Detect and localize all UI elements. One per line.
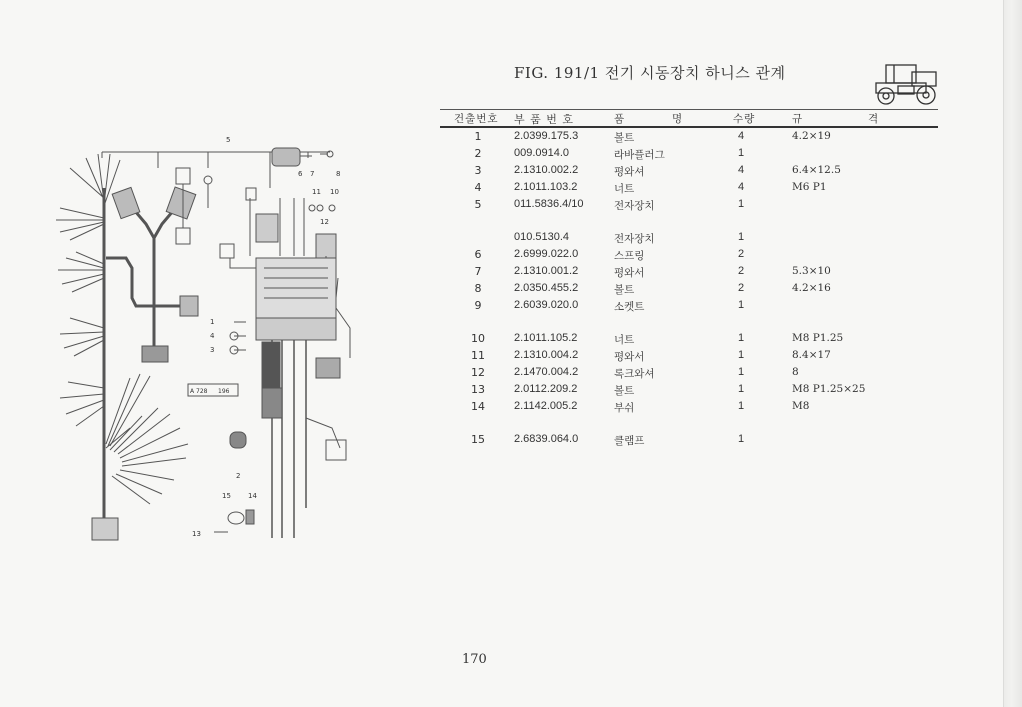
header-part: 부 품 번 호	[514, 113, 574, 126]
row-spec: 4.2×19	[792, 130, 831, 142]
row-part-name: 볼트	[614, 284, 635, 296]
row-no: 5	[474, 198, 482, 211]
callout-5: 5	[226, 136, 231, 144]
row-part-name: 스프링	[614, 250, 645, 262]
row-no: 14	[471, 400, 485, 413]
table-row	[440, 383, 938, 399]
table-row	[440, 198, 938, 214]
header-name-b: 명	[672, 113, 684, 125]
row-quantity: 2	[738, 265, 745, 277]
page-number: 170	[462, 652, 487, 667]
row-part-number: 2.6039.020.0	[514, 299, 579, 311]
header-qty: 수량	[733, 113, 756, 125]
row-part-number: 010.5130.4	[514, 231, 570, 243]
diagram-tag-b: 196	[218, 388, 230, 395]
row-no: 7	[474, 265, 482, 278]
table-row	[440, 282, 938, 298]
row-part-number: 2.1011.105.2	[514, 332, 578, 344]
row-quantity: 1	[738, 400, 745, 412]
callout-1: 1	[210, 318, 215, 326]
row-quantity: 1	[738, 231, 745, 243]
table-row	[440, 299, 938, 315]
table-row	[440, 400, 938, 416]
table-row	[440, 147, 938, 163]
wiring-harness-diagram	[50, 128, 360, 548]
row-quantity: 1	[738, 332, 745, 344]
callout-7: 7	[310, 170, 315, 178]
row-part-name: 볼트	[614, 385, 635, 397]
row-part-name: 클램프	[614, 435, 645, 447]
row-part-number: 2.0399.175.3	[514, 130, 579, 142]
row-no: 12	[471, 366, 485, 379]
row-no: 15	[471, 433, 485, 446]
row-part-number: 2.6839.064.0	[514, 433, 579, 445]
header-spec-b: 격	[868, 113, 880, 125]
row-quantity: 1	[738, 349, 745, 361]
row-quantity: 4	[738, 130, 745, 142]
page-edge	[1003, 0, 1022, 707]
row-spec: 8	[792, 366, 799, 378]
row-part-number: 2.0350.455.2	[514, 282, 579, 294]
row-no: 2	[474, 147, 482, 160]
row-part-number: 2.6999.022.0	[514, 248, 579, 260]
row-part-name: 전자장치	[614, 200, 655, 212]
row-part-number: 2.1310.001.2	[514, 265, 579, 277]
table-row	[440, 181, 938, 197]
row-spec: M8 P1.25×25	[792, 383, 866, 395]
callout-13: 13	[192, 530, 201, 538]
row-spec: 4.2×16	[792, 282, 831, 294]
row-spec: M6 P1	[792, 181, 827, 193]
row-no: 11	[471, 349, 485, 362]
row-part-name: 부쉬	[614, 402, 635, 414]
row-quantity: 1	[738, 198, 745, 210]
row-no: 6	[474, 248, 482, 261]
table-row	[440, 231, 938, 247]
row-part-name: 너트	[614, 183, 635, 195]
row-part-number: 2.1470.004.2	[514, 366, 579, 378]
row-part-name: 평와서	[614, 351, 645, 363]
row-quantity: 1	[738, 433, 745, 445]
row-quantity: 2	[738, 282, 745, 294]
table-row	[440, 248, 938, 264]
row-quantity: 4	[738, 181, 745, 193]
table-header-rule	[440, 126, 938, 128]
callout-15: 15	[222, 492, 231, 500]
row-spec: 6.4×12.5	[792, 164, 841, 176]
row-part-name: 평와서	[614, 267, 645, 279]
figure-title: FIG. 191/1 전기 시동장치 하니스 관계	[514, 64, 786, 82]
row-part-name: 볼트	[614, 132, 635, 144]
callout-8: 8	[336, 170, 341, 178]
table-row	[440, 349, 938, 365]
row-quantity: 2	[738, 248, 745, 260]
row-part-name: 소켓트	[614, 301, 645, 313]
row-part-name: 라바플러그	[614, 149, 665, 161]
callout-2: 2	[236, 472, 241, 480]
row-no: 4	[474, 181, 482, 194]
row-part-number: 2.1310.002.2	[514, 164, 579, 176]
row-no: 13	[471, 383, 485, 396]
table-row	[440, 433, 938, 449]
row-quantity: 1	[738, 147, 745, 159]
header-spec-a: 규	[792, 113, 804, 125]
header-name-a: 품	[614, 113, 626, 125]
row-quantity: 4	[738, 164, 745, 176]
row-part-number: 011.5836.4/10	[514, 198, 584, 210]
row-part-name: 평와셔	[614, 166, 645, 178]
callout-11: 11	[312, 188, 321, 196]
row-spec: M8 P1.25	[792, 332, 844, 344]
table-row	[440, 332, 938, 348]
row-part-name: 록크와셔	[614, 368, 655, 380]
row-spec: 8.4×17	[792, 349, 831, 361]
row-no: 8	[474, 282, 482, 295]
diagram-tag-a: A 728	[190, 388, 208, 395]
callout-12: 12	[320, 218, 329, 226]
header-no: 건출번호	[454, 113, 499, 125]
row-part-name: 너트	[614, 334, 635, 346]
table-top-rule	[440, 109, 938, 110]
callout-3: 3	[210, 346, 215, 354]
row-quantity: 1	[738, 383, 745, 395]
row-part-name: 전자장치	[614, 233, 655, 245]
row-part-number: 2.1310.004.2	[514, 349, 579, 361]
table-row	[440, 366, 938, 382]
row-part-number: 2.0112.209.2	[514, 383, 578, 395]
row-quantity: 1	[738, 299, 745, 311]
callout-10: 10	[330, 188, 339, 196]
row-no: 9	[474, 299, 482, 312]
row-no: 10	[471, 332, 485, 345]
tractor-icon	[872, 62, 942, 106]
table-row	[440, 164, 938, 180]
row-spec: M8	[792, 400, 810, 412]
row-part-number: 2.1011.103.2	[514, 181, 578, 193]
table-row	[440, 265, 938, 281]
row-no: 3	[474, 164, 482, 177]
callout-6: 6	[298, 170, 303, 178]
row-quantity: 1	[738, 366, 745, 378]
row-part-number: 009.0914.0	[514, 147, 570, 159]
row-part-number: 2.1142.005.2	[514, 400, 578, 412]
callout-4: 4	[210, 332, 215, 340]
callout-14: 14	[248, 492, 257, 500]
row-spec: 5.3×10	[792, 265, 831, 277]
row-no: 1	[474, 130, 482, 143]
table-row	[440, 130, 938, 146]
